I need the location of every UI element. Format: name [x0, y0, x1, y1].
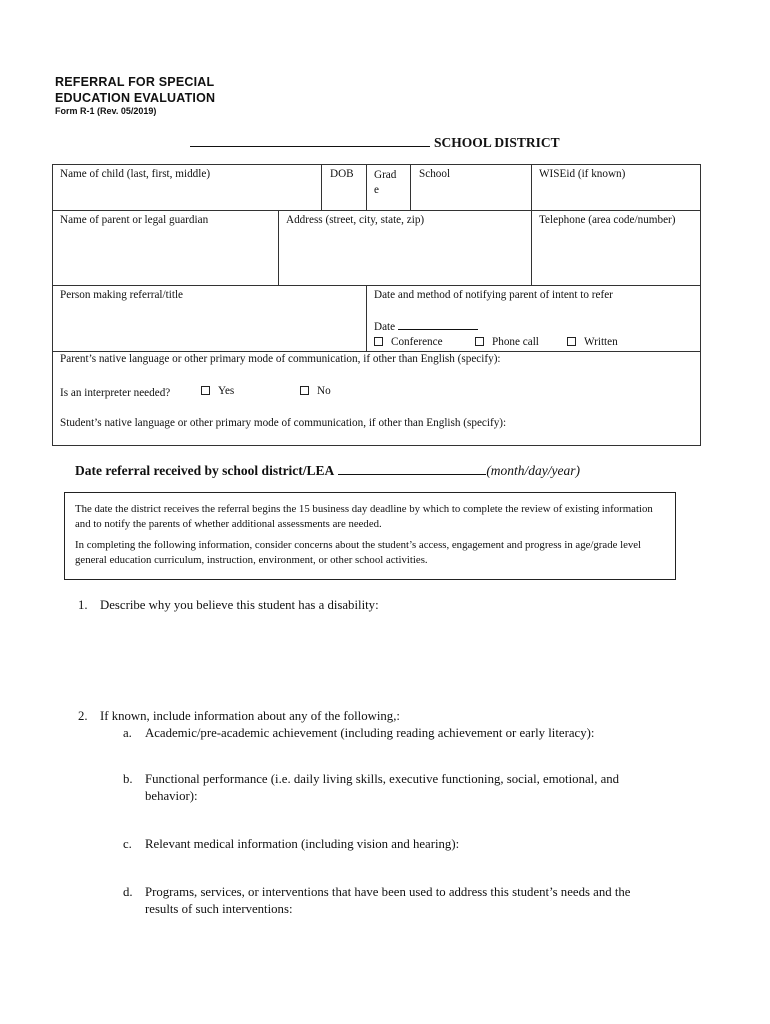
school-district-label: SCHOOL DISTRICT — [434, 135, 560, 150]
notify-option-phone[interactable] — [475, 336, 539, 348]
written-checkbox[interactable] — [567, 337, 576, 346]
question-2a — [123, 725, 683, 743]
table-divider — [53, 210, 700, 211]
dob-field[interactable]: DOB — [330, 168, 354, 180]
question-2b-text: Functional performance (i.e. daily living skills, executive functioning, social, emotional, and behavior): — [145, 772, 620, 803]
phone-call-checkbox[interactable] — [475, 337, 484, 346]
deadline-notice-box — [64, 492, 676, 580]
interpreter-yes-checkbox[interactable] — [201, 386, 210, 395]
notify-method-label: Date and method of notifying parent of intent to refer — [374, 289, 613, 301]
person-referral-field[interactable]: Person making referral/title — [60, 289, 184, 301]
notify-date-blank[interactable] — [398, 318, 478, 330]
student-language-field[interactable]: Student’s native language or other primary mode of communication, if other than English (specify): — [60, 417, 507, 429]
table-divider — [410, 165, 411, 210]
conference-checkbox[interactable] — [374, 337, 383, 346]
question-2c-letter: c. — [123, 837, 132, 851]
phone-call-label: Phone call — [492, 336, 539, 348]
table-divider — [531, 210, 532, 285]
table-divider — [321, 165, 322, 210]
form-title-line2: EDUCATION EVALUATION — [55, 91, 216, 105]
conference-label: Conference — [391, 336, 443, 348]
question-2a-letter: a. — [123, 726, 132, 740]
date-format-hint: (month/day/year) — [486, 463, 581, 478]
question-2b-letter: b. — [123, 772, 133, 786]
interpreter-option-yes[interactable] — [201, 385, 234, 397]
parent-name-field[interactable]: Name of parent or legal guardian — [60, 214, 209, 226]
question-1-number: 1. — [78, 598, 88, 612]
question-2 — [78, 708, 698, 726]
grade-field[interactable] — [374, 168, 408, 208]
wiseid-field[interactable]: WISEid (if known) — [539, 168, 626, 180]
interpreter-no-label: No — [317, 385, 331, 397]
form-title — [55, 74, 215, 106]
table-divider — [366, 165, 367, 210]
date-received-line — [75, 461, 580, 479]
notify-date-label: Date — [374, 321, 396, 333]
question-2a-text: Academic/pre-academic achievement (including reading achievement or early literacy): — [145, 726, 595, 740]
table-divider — [366, 285, 367, 351]
interpreter-label: Is an interpreter needed? — [60, 387, 171, 399]
parent-language-field[interactable]: Parent’s native language or other primary mode of communication, if other than English (specify): — [60, 353, 501, 365]
question-2d — [123, 884, 683, 920]
table-divider — [53, 285, 700, 286]
interpreter-option-no[interactable] — [300, 385, 331, 397]
notice-paragraph-1: The date the district receives the referral begins the 15 business day deadline by which to complete the review of existing information and to notify the parents of whether additional assessments are needed. — [75, 503, 653, 530]
table-divider — [278, 210, 279, 285]
question-2d-letter: d. — [123, 885, 133, 899]
date-received-blank[interactable] — [338, 461, 486, 475]
form-number: Form R-1 (Rev. 05/2019) — [55, 106, 157, 116]
question-2c-text: Relevant medical information (including vision and hearing): — [145, 837, 460, 851]
question-2d-text: Programs, services, or interventions that have been used to address this student’s needs and the results of such interventions: — [145, 885, 631, 916]
interpreter-yes-label: Yes — [218, 385, 235, 397]
interpreter-question — [60, 387, 170, 399]
grade-label-line1: Grad — [374, 169, 397, 181]
written-label: Written — [584, 336, 618, 348]
date-received-label: Date referral received by school district/LEA — [75, 463, 335, 478]
question-2b — [123, 771, 683, 807]
child-name-field[interactable]: Name of child (last, first, middle) — [60, 168, 211, 180]
table-divider — [53, 351, 700, 352]
school-district-line — [190, 133, 560, 151]
question-2-text: If known, include information about any of the following,: — [100, 709, 400, 723]
notice-paragraph-2: In completing the following information, consider concerns about the student’s access, engagement and progress in age/grade level general education curriculum, instruction, environment, or other school activities. — [75, 539, 642, 566]
question-1-text: Describe why you believe this student has a disability: — [100, 598, 379, 612]
telephone-field[interactable]: Telephone (area code/number) — [539, 214, 676, 226]
school-district-blank[interactable] — [190, 133, 430, 147]
school-field[interactable]: School — [419, 168, 451, 180]
question-1 — [78, 597, 698, 615]
question-2c — [123, 836, 683, 854]
table-divider — [531, 165, 532, 210]
notify-option-conference[interactable] — [374, 336, 443, 348]
question-2-number: 2. — [78, 709, 88, 723]
form-title-line1: REFERRAL FOR SPECIAL — [55, 75, 215, 89]
notify-option-written[interactable] — [567, 336, 618, 348]
interpreter-no-checkbox[interactable] — [300, 386, 309, 395]
grade-label-line2: e — [374, 184, 379, 196]
address-field[interactable]: Address (street, city, state, zip) — [286, 214, 425, 226]
notify-date-line — [374, 318, 478, 333]
referral-info-table — [52, 164, 701, 446]
